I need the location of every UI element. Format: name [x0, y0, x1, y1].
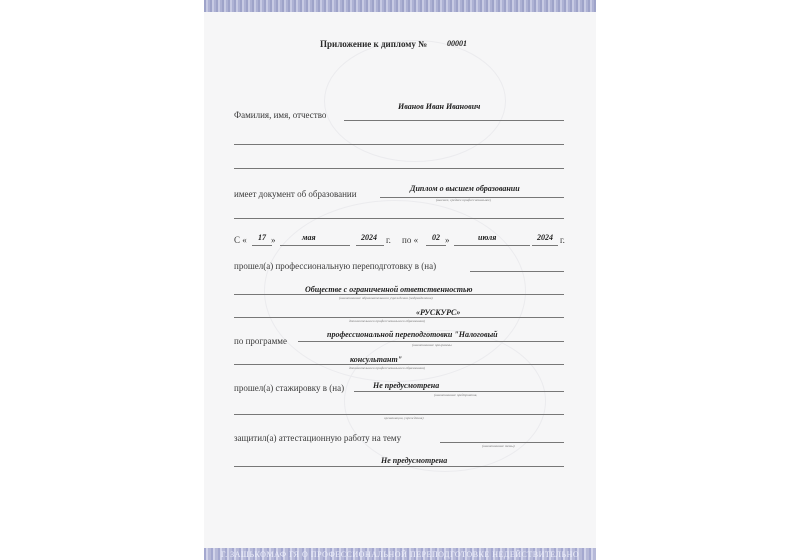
program-line1: профессиональной переподготовки "Налоговый [327, 330, 498, 339]
period-line [426, 245, 446, 246]
internship-label: прошел(а) стажировку в (на) [234, 383, 345, 393]
blank-line [234, 218, 564, 219]
period-to-close: » [445, 235, 450, 245]
attestation-value: Не предусмотрена [381, 456, 448, 465]
bottom-band-text: Г. ЗАШЬКОМАФ ГЯ О ПРОФЕССИОНАЛЬНОЙ ПЕРЕПОДГОТОВКЕ НЕДЕЙСТВИТЕЛЬНО [220, 550, 580, 559]
period-line [532, 245, 558, 246]
diploma-appendix-page [204, 0, 596, 560]
period-from-prefix: С « [234, 235, 247, 245]
period-to-day: 02 [432, 233, 440, 242]
retraining-label: прошел(а) профессиональную переподготовку в (на) [234, 261, 437, 271]
appendix-title: Приложение к диплому № [320, 39, 428, 49]
attestation-label: защитил(а) аттестационную работу на тему [234, 433, 402, 443]
period-to-year: 2024 [537, 233, 553, 242]
internship-line [234, 414, 564, 415]
period-from-month: мая [302, 233, 316, 242]
program-caption1: (наименование программы [412, 343, 452, 347]
attestation-caption: (наименование темы) [482, 444, 515, 448]
period-line [356, 245, 384, 246]
period-to-prefix: по « [402, 235, 419, 245]
organization-line [234, 317, 564, 318]
education-caption: (высшее, среднее профессиональное) [436, 198, 492, 202]
blank-line [234, 144, 564, 145]
period-g2: г. [560, 235, 565, 245]
period-from-day: 17 [258, 233, 266, 242]
internship-line [354, 391, 564, 392]
program-label: по программе [234, 336, 287, 346]
period-from-close: » [271, 235, 276, 245]
watermark-pattern [344, 330, 546, 472]
period-from-year: 2024 [361, 233, 377, 242]
program-line [298, 341, 564, 342]
period-to-month: июля [478, 233, 497, 242]
organization-caption1: (наименование образовательного учреждения (подразделения) [339, 296, 433, 300]
attestation-line [440, 442, 564, 443]
blank-line [234, 168, 564, 169]
organization-line2: «РУСКУРС» [416, 308, 461, 317]
period-line [252, 245, 272, 246]
program-caption2: дополнительного профессионального образования) [349, 366, 426, 370]
fio-line [344, 120, 564, 121]
retraining-line [470, 271, 564, 272]
organization-caption2: дополнительного профессионального образования) [349, 319, 426, 323]
program-line [234, 364, 564, 365]
program-line2: консультант" [350, 355, 403, 364]
top-security-band [204, 0, 596, 12]
education-value: Диплом о высшем образовании [410, 184, 520, 193]
diploma-number: 00001 [447, 39, 467, 48]
organization-line [234, 294, 564, 295]
internship-caption1: (наименование предприятия, [434, 393, 478, 397]
education-label: имеет документ об образовании [234, 189, 357, 199]
organization-line1: Обществе с ограниченной ответственностью [305, 285, 473, 294]
period-g1: г. [386, 235, 391, 245]
attestation-line [234, 466, 564, 467]
fio-value: Иванов Иван Иванович [398, 102, 481, 111]
period-line [280, 245, 350, 246]
internship-value: Не предусмотрена [373, 381, 440, 390]
period-line [454, 245, 530, 246]
fio-label: Фамилия, имя, отчество [234, 110, 327, 120]
internship-caption2: организации, учреждения) [384, 416, 424, 420]
